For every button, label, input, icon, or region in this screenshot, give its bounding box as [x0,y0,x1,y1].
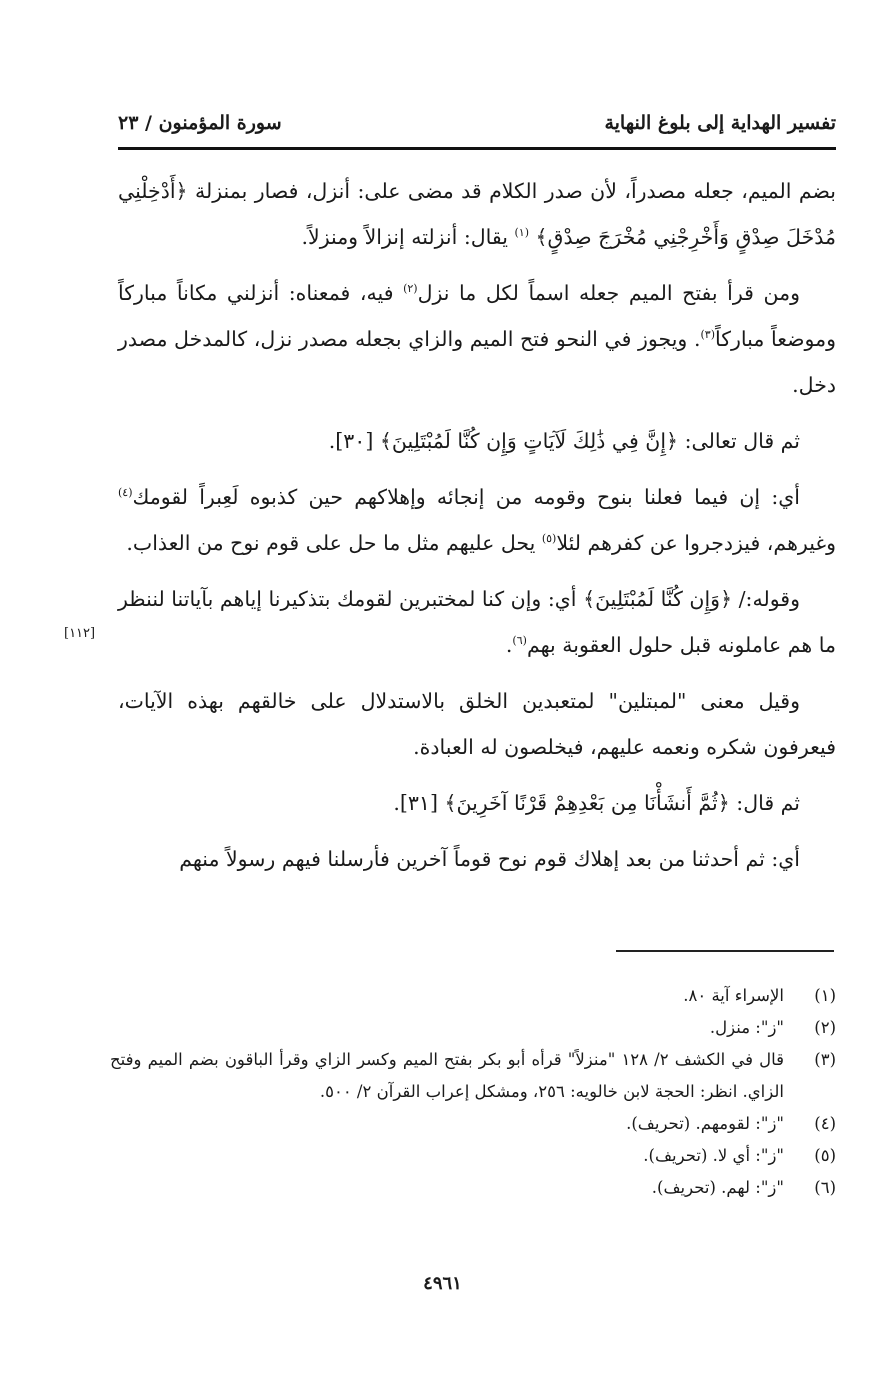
footnote-ref: (٦) [512,634,527,648]
footnote-text: "ز": لهم. (تحريف). [651,1178,784,1197]
text-run: ثم قال: [729,791,800,815]
footnote-item [110,1172,836,1204]
footnote-item [110,1044,836,1108]
text-run: يقال: أنزلته إنزالاً ومنزلاً. [301,225,515,249]
footnote-item [110,980,836,1012]
footnote-text: قال في الكشف ٢/ ١٢٨ "منزلاً" قرأه أبو بكر بفتح الميم وكسر الزاي وقرأ الباقون بضم الميم وفتح الزاي. انظر: الحجة لابن خالويه: ٢٥٦، ومشكل إعراب القرآن ٢/ ٥٠٠. [110,1050,785,1101]
paragraph-5 [118,576,836,668]
footnote-item [110,1108,836,1140]
paragraph-7 [118,780,836,826]
quran-verse: ﴿ثُمَّ أَنشَأْنَا مِن بَعْدِهِمْ قَرْنًا آخَرِينَ﴾ [444,791,730,815]
text-run: ومن قرأ بفتح الميم جعله اسماً لكل ما نزل [417,281,800,305]
quran-verse: ﴿وَإِن كُنَّا لَمُبْتَلِينَ﴾ [583,587,733,611]
text-run: . [505,633,513,657]
text-run: أي: وإن كنا لمختبرين لقومك بتذكيرنا إياهم بآياتنا لننظر ما هم عاملونه قبل حلول العقوبة بهم [118,587,836,657]
text-run: فيه، فمعناه: أنزلني مكاناً مباركاً وموضعاً مباركاً [118,281,836,351]
text-run: وغيرهم، فيزدجروا عن كفرهم لئلا [556,531,836,555]
footnote-ref: (٣) [700,328,716,342]
text-run: وقوله:/ [732,587,800,611]
footnote-item [110,1140,836,1172]
footnote-number: (٥) [814,1146,836,1165]
footnote-text: الإسراء آية ٨٠. [683,986,784,1005]
text-run: أي: ثم أحدثنا من بعد إهلاك قوم نوح قوماً آخرين فأرسلنا فيهم رسولاً منهم [179,847,800,871]
text-run: أي: إن فيما فعلنا بنوح وقومه من إنجائه وإهلاكهم حين كذبوه لَعِبراً لقومك [132,485,800,509]
quran-verse: ﴿إِنَّ فِي ذَٰلِكَ لَآيَاتٍ وَإِن كُنَّا لَمُبْتَلِينَ﴾ [379,429,679,453]
verse-number: [٣٠]. [328,429,380,453]
quran-verse: ﴿أَدْخِلْنِي مُدْخَلَ صِدْقٍ وَأَخْرِجْنِي مُخْرَجَ صِدْقٍ﴾ [118,179,836,249]
paragraph-8 [118,836,836,882]
page-number: ٤٩٦١ [423,1273,462,1294]
surah-label: سورة المؤمنون / ٢٣ [118,112,282,134]
footnote-divider [616,950,834,952]
footnote-text: "ز": منزل. [709,1018,784,1037]
footnote-text: "ز": أي لا. (تحريف). [643,1146,784,1165]
footnote-number: (٣) [814,1050,836,1069]
footnote-number: (٦) [814,1178,836,1197]
text-run: . ويجوز في النحو فتح الميم والزاي بجعله مصدر نزل، كالمدخل مصدر دخل. [118,327,836,397]
footnote-number: (٢) [814,1018,836,1037]
footnote-item [110,1012,836,1044]
text-run: وقيل معنى "لمبتلين" لمتعبدين الخلق بالاستدلال على خالقهم بهذه الآيات، فيعرفون شكره ونعمه عليهم، فيخلصون له العبادة. [118,689,836,759]
paragraph-4 [118,474,836,566]
text-run: يحل عليهم مثل ما حل على قوم نوح من العذاب. [126,531,542,555]
footnotes [110,980,836,1204]
footnote-number: (٤) [814,1114,836,1133]
footnote-ref: (٢) [403,282,418,296]
verse-number: [٣١]. [393,791,445,815]
paragraph-2 [118,270,836,408]
footnote-number: (١) [814,986,836,1005]
paragraph-6 [118,678,836,770]
paragraph-1 [118,168,836,260]
footnote-text: "ز": لقومهم. (تحريف). [626,1114,784,1133]
text-run: ثم قال تعالى: [678,429,800,453]
footnote-ref: (٤) [118,486,133,500]
text-run: بضم الميم، جعله مصدراً، لأن صدر الكلام قد مضى على: أنزل، فصار بمنزلة [187,179,836,203]
running-header [118,112,836,134]
paragraph-3 [118,418,836,464]
footnote-ref: (٥) [541,532,557,546]
manuscript-folio-marker: [١١٢] [64,626,96,641]
book-title: تفسير الهداية إلى بلوغ النهاية [604,112,836,134]
footnote-ref: (١) [514,226,530,240]
header-divider [118,147,836,150]
main-text [118,168,836,892]
